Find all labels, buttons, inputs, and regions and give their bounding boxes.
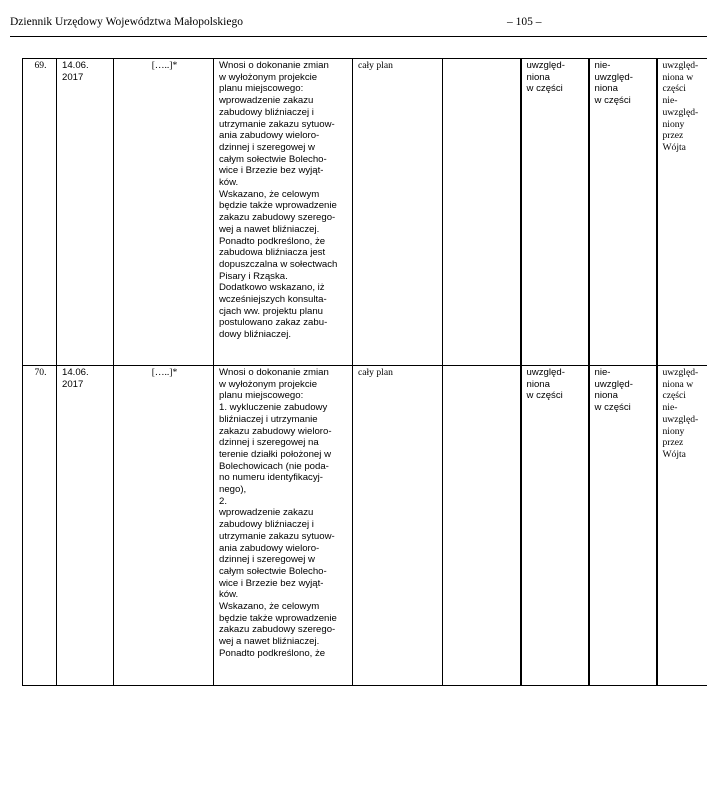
area-designation: cały plan bbox=[353, 366, 443, 686]
remark-content: Wnosi o dokonanie zmian w wyłożonym projekcie planu miejscowego: 1. wykluczenie zabudowy bliźniaczej i utrzymanie zakazu zabudowy wieloro- dzinnej i szeregowej na terenie działki położonej w Bolechowicach (nie poda- no numeru identyfikacyj- nego), 2. wprowadzenie zakazu zabudowy bliźniaczej i utrzymanie zakazu sytuow- ania zabudowy wieloro- dzinnej i szeregowej w całym sołectwie Bolecho- wice i Brzezie bez wyjąt- ków. Wskazano, że celowym będzie także wprowadzenie zakazu zabudowy szerego- wej a nawet bliźniaczej. Ponadto podkreślono, że bbox=[214, 366, 353, 686]
submission-date: 14.06. 2017 bbox=[57, 59, 114, 366]
table-row bbox=[23, 59, 707, 366]
decision-mayor: uwzględ- niona w części nie- uwzględ- niony przez Wójta bbox=[657, 366, 707, 686]
row-number: 70. bbox=[23, 366, 57, 686]
remarks-table bbox=[22, 58, 707, 686]
page-number: – 105 – bbox=[507, 16, 542, 28]
decision-rejected: nie- uwzględ- niona w części bbox=[589, 366, 657, 686]
journal-title: Dziennik Urzędowy Województwa Małopolskiego bbox=[10, 16, 243, 28]
decision-mayor: uwzględ- niona w części nie- uwzględ- niony przez Wójta bbox=[657, 59, 707, 366]
submission-date: 14.06. 2017 bbox=[57, 366, 114, 686]
plot-cell bbox=[443, 59, 521, 366]
table-row bbox=[23, 366, 707, 686]
decision-partial: uwzględ- niona w części bbox=[521, 366, 589, 686]
decision-rejected: nie- uwzględ- niona w części bbox=[589, 59, 657, 366]
applicant-redacted: […..]* bbox=[114, 366, 214, 686]
decision-partial: uwzględ- niona w części bbox=[521, 59, 589, 366]
page-header bbox=[10, 16, 707, 37]
plot-cell bbox=[443, 366, 521, 686]
row-number: 69. bbox=[23, 59, 57, 366]
area-designation: cały plan bbox=[353, 59, 443, 366]
applicant-redacted: […..]* bbox=[114, 59, 214, 366]
remark-content: Wnosi o dokonanie zmian w wyłożonym projekcie planu miejscowego: wprowadzenie zakazu zabudowy bliźniaczej i utrzymanie zakazu sytuow- ania zabudowy wieloro- dzinnej i szeregowej w całym sołectwie Bolecho- wice i Brzezie bez wyjąt- ków. Wskazano, że celowym będzie także wprowadzenie zakazu zabudowy szerego- wej a nawet bliźniaczej. Ponadto podkreślono, że zabudowa bliźniacza jest dopuszczalna w sołectwach Pisary i Rząska. Dodatkowo wskazano, iż wcześniejszych konsulta- cjach ww. projektu planu postulowano zakaz zabu- dowy bliźniaczej. bbox=[214, 59, 353, 366]
